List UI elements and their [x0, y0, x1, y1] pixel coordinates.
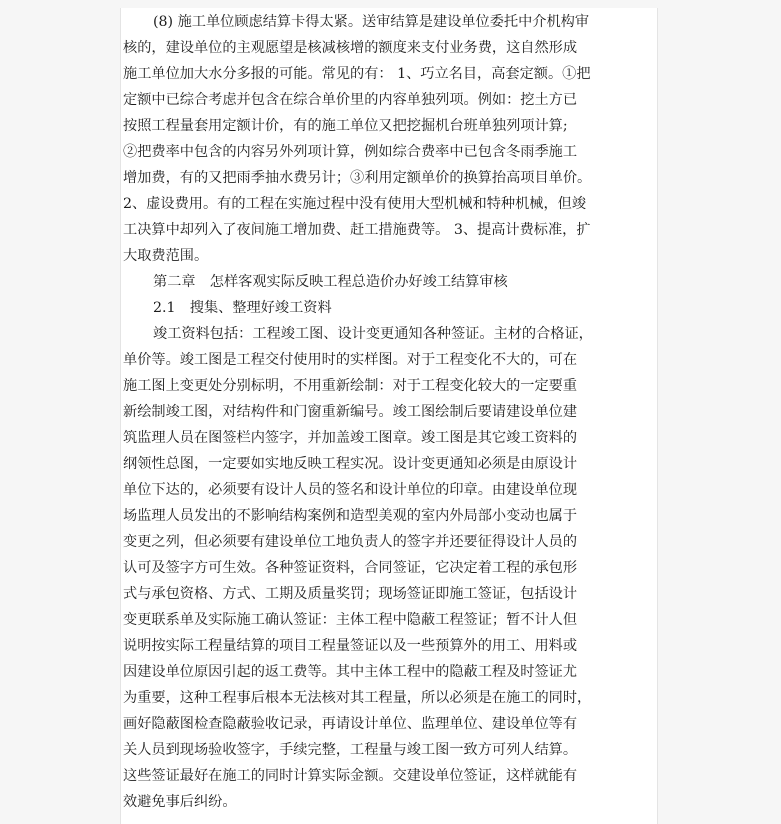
- text-line: 工决算中却列入了夜间施工增加费、赶工措施费等。 3、提高计费标准，扩: [123, 222, 591, 238]
- text-line: 画好隐蔽图检查隐蔽验收记录，再请设计单位、监理单位、建设单位等有: [123, 716, 578, 732]
- text-line: 认可及签字方可生效。各种签证资料，合同签证，它决定着工程的承包形: [123, 560, 578, 576]
- text-line: 变更联系单及实际施工确认签证：主体工程中隐蔽工程签证；暂不计人但: [123, 612, 578, 628]
- text-line: 式与承包资格、方式、工期及质量奖罚；现场签证即施工签证，包括设计: [123, 586, 578, 602]
- text-line: 竣工资料包括：工程竣工图、设计变更通知各种签证。主材的合格证，: [153, 326, 593, 342]
- text-line: 变更之列，但必须要有建设单位工地负责人的签字并还要征得设计人员的: [123, 534, 578, 550]
- text-line: 场监理人员发出的不影响结构案例和造型美观的室内外局部小变动也属于: [123, 508, 578, 524]
- text-line: (8) 施工单位顾虑结算卡得太紧。送审结算是建设单位委托中介机构审: [153, 14, 590, 30]
- document-body: [121, 9, 657, 815]
- text-line: 施工图上变更处分别标明，不用重新绘制：对于工程变化较大的一定要重: [123, 378, 578, 394]
- text-line: 核的，建设单位的主观愿望是核减核增的额度来支付业务费，这自然形成: [123, 40, 578, 56]
- text-line: 效避免事后纠纷。: [123, 794, 237, 810]
- document-page: [120, 8, 658, 824]
- text-line: ②把费率中包含的内容另外列项计算，例如综合费率中已包含冬雨季施工: [123, 144, 578, 160]
- text-line: 纲领性总图，一定要如实地反映工程实况。设计变更通知必须是由原设计: [123, 456, 578, 472]
- text-line: 单位下达的，必须要有设计人员的签名和设计单位的印章。由建设单位现: [123, 482, 578, 498]
- text-line: 2、虚设费用。有的工程在实施过程中没有使用大型机械和特种机械，但竣: [123, 196, 587, 212]
- text-line: 大取费范围。: [123, 248, 209, 264]
- text-line: 这些签证最好在施工的同时计算实际金额。交建设单位签证，这样就能有: [123, 768, 578, 784]
- text-line: 2.1 搜集、整理好竣工资料: [153, 300, 332, 316]
- text-line: 说明按实际工程量结算的项目工程量签证以及一些预算外的用工、用料或: [123, 638, 578, 654]
- text-line: 施工单位加大水分多报的可能。常见的有： 1、巧立名目，高套定额。①把: [123, 66, 591, 82]
- text-line: 单价等。竣工图是工程交付使用时的实样图。对于工程变化不大的，可在: [123, 352, 578, 368]
- text-line: 筑监理人员在图签栏内签字，并加盖竣工图章。竣工图是其它竣工资料的: [123, 430, 578, 446]
- text-line: 定额中已综合考虑并包含在综合单价里的内容单独列项。例如：挖土方已: [123, 92, 578, 108]
- text-line: 按照工程量套用定额计价，有的施工单位又把挖掘机台班单独列项计算;: [123, 118, 568, 134]
- text-line: 因建设单位原因引起的返工费等。其中主体工程中的隐蔽工程及时签证尤: [123, 664, 578, 680]
- text-line: 为重要，这种工程事后根本无法核对其工程量，所以必须是在施工的同时，: [123, 690, 592, 706]
- text-line: 关人员到现场验收签字，手续完整，工程量与竣工图一致方可列人结算。: [123, 742, 578, 758]
- text-line: 新绘制竣工图，对结构件和门窗重新编号。竣工图绘制后要请建设单位建: [123, 404, 578, 420]
- text-line: 第二章 怎样客观实际反映工程总造价办好竣工结算审核: [153, 274, 508, 290]
- text-line: 增加费，有的又把雨季抽水费另计；③利用定额单价的换算抬高项目单价。: [123, 170, 592, 186]
